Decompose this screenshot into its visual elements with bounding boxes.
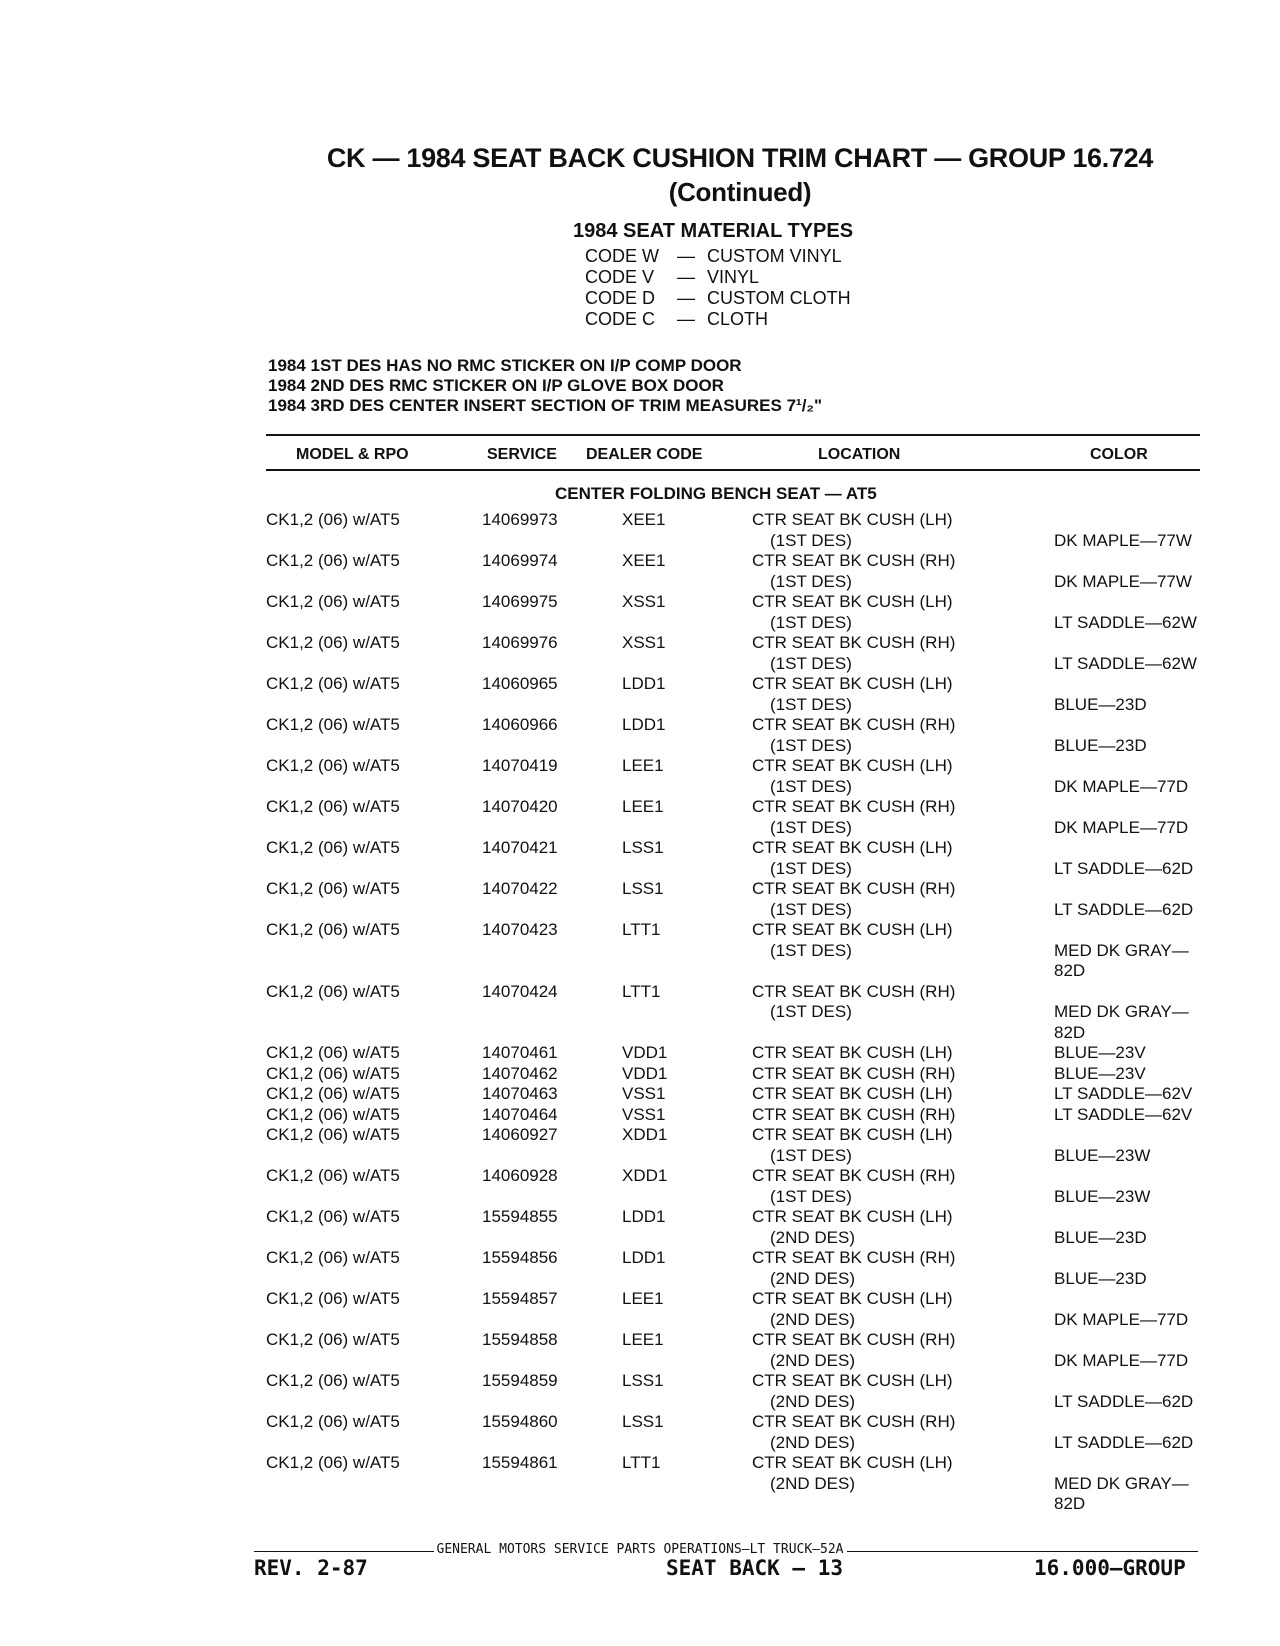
model-rpo-cell: CK1,2 (06) w/AT5 xyxy=(266,879,400,898)
design-line: (1ST DES) xyxy=(770,1186,852,1206)
service-number-cell: 14069974 xyxy=(482,551,558,570)
model-rpo-cell: CK1,2 (06) w/AT5 xyxy=(266,715,400,734)
design-line: (1ST DES) xyxy=(770,858,852,878)
model-rpo-cell: CK1,2 (06) w/AT5 xyxy=(266,920,400,939)
table-row xyxy=(266,1105,1226,1126)
color-spacer xyxy=(1054,756,1226,777)
table-row xyxy=(266,1064,1226,1085)
model-rpo-cell: CK1,2 (06) w/AT5 xyxy=(266,797,400,816)
service-number-cell: 14070461 xyxy=(482,1043,558,1062)
color-line: BLUE—23W xyxy=(1054,1186,1151,1206)
location-line: CTR SEAT BK CUSH (RH) xyxy=(752,1063,956,1083)
location-line: CTR SEAT BK CUSH (RH) xyxy=(752,633,956,652)
service-number-cell: 14070424 xyxy=(482,981,558,1001)
model-rpo-cell: CK1,2 (06) w/AT5 xyxy=(266,510,400,529)
model-rpo-cell: CK1,2 (06) w/AT5 xyxy=(266,1453,400,1472)
location-cell xyxy=(752,879,1054,920)
table-row xyxy=(266,1371,1226,1412)
table-row xyxy=(266,1453,1226,1515)
service-number-cell: 14070421 xyxy=(482,838,558,857)
model-rpo-cell: CK1,2 (06) w/AT5 xyxy=(266,1166,400,1185)
table-row xyxy=(266,982,1226,1044)
design-note: 1984 3RD DES CENTER INSERT SECTION OF TRIM MEASURES 7¹/₂" xyxy=(268,396,823,415)
table-row xyxy=(266,674,1226,715)
location-cell xyxy=(752,1084,1054,1105)
table-top-rule xyxy=(266,434,1200,436)
color-spacer xyxy=(1054,633,1226,654)
model-rpo-cell: CK1,2 (06) w/AT5 xyxy=(266,1207,400,1226)
design-line: (1ST DES) xyxy=(770,1145,852,1165)
column-header-service: SERVICE xyxy=(487,446,557,463)
service-number-cell: 14069976 xyxy=(482,633,558,652)
location-cell xyxy=(752,1371,1054,1412)
model-rpo-cell: CK1,2 (06) w/AT5 xyxy=(266,592,400,611)
design-line: (1ST DES) xyxy=(770,776,852,796)
location-cell xyxy=(752,797,1054,838)
model-rpo-cell: CK1,2 (06) w/AT5 xyxy=(266,1063,400,1083)
design-line: (1ST DES) xyxy=(770,940,852,960)
material-name: CLOTH xyxy=(707,309,769,329)
footer-page: SEAT BACK — 13 xyxy=(666,1556,844,1580)
color-line: BLUE—23V xyxy=(1054,1063,1146,1083)
location-line: CTR SEAT BK CUSH (LH) xyxy=(752,1453,953,1472)
color-line: BLUE—23W xyxy=(1054,1145,1151,1165)
dealer-code-cell: LDD1 xyxy=(622,674,666,693)
location-line: CTR SEAT BK CUSH (LH) xyxy=(752,756,953,775)
service-number-cell: 14070462 xyxy=(482,1063,558,1083)
color-cell xyxy=(1054,1084,1226,1105)
dealer-code-cell: LEE1 xyxy=(622,797,664,816)
material-name: CUSTOM VINYL xyxy=(707,246,842,266)
location-line: CTR SEAT BK CUSH (RH) xyxy=(752,1412,956,1431)
color-line: LT SADDLE—62V xyxy=(1054,1084,1193,1103)
color-line-continued: 82D xyxy=(1054,961,1086,980)
color-line: LT SADDLE—62D xyxy=(1054,858,1194,878)
material-code-row xyxy=(585,309,853,330)
design-line: (2ND DES) xyxy=(770,1268,856,1288)
material-dash: — xyxy=(677,288,695,308)
location-cell xyxy=(752,982,1054,1044)
color-line: LT SADDLE—62D xyxy=(1054,1391,1194,1411)
color-line: LT SADDLE—62D xyxy=(1054,1432,1194,1452)
color-spacer xyxy=(1054,674,1226,695)
service-number-cell: 14070419 xyxy=(482,756,558,775)
dealer-code-cell: LEE1 xyxy=(622,1330,664,1349)
table-row xyxy=(266,1166,1226,1207)
service-number-cell: 15594855 xyxy=(482,1207,558,1226)
color-cell xyxy=(1054,879,1226,920)
table-header-rule xyxy=(266,469,1200,471)
design-line: (2ND DES) xyxy=(770,1473,856,1493)
location-line: CTR SEAT BK CUSH (LH) xyxy=(752,838,953,857)
footer-revision: REV. 2-87 xyxy=(254,1556,368,1580)
dealer-code-cell: VSS1 xyxy=(622,1084,666,1103)
color-line: BLUE—23D xyxy=(1054,1268,1147,1288)
color-spacer xyxy=(1054,1371,1226,1392)
color-spacer xyxy=(1054,838,1226,859)
footer-publisher-text: GENERAL MOTORS SERVICE PARTS OPERATIONS—LT TRUCK—52A xyxy=(434,1542,847,1557)
table-row xyxy=(266,592,1226,633)
color-spacer xyxy=(1054,1125,1226,1146)
material-dash: — xyxy=(677,267,695,287)
color-spacer xyxy=(1054,1248,1226,1269)
table-row xyxy=(266,1043,1226,1064)
model-rpo-cell: CK1,2 (06) w/AT5 xyxy=(266,1043,400,1062)
model-rpo-cell: CK1,2 (06) w/AT5 xyxy=(266,1289,400,1308)
color-spacer xyxy=(1054,1166,1226,1187)
service-number-cell: 14069973 xyxy=(482,510,558,529)
color-spacer xyxy=(1054,715,1226,736)
color-cell xyxy=(1054,1207,1226,1248)
dealer-code-cell: XDD1 xyxy=(622,1125,668,1144)
color-line-continued: 82D xyxy=(1054,1494,1086,1513)
table-row xyxy=(266,633,1226,674)
service-number-cell: 15594857 xyxy=(482,1289,558,1308)
location-cell xyxy=(752,1125,1054,1166)
service-number-cell: 14060927 xyxy=(482,1125,558,1144)
location-line: CTR SEAT BK CUSH (RH) xyxy=(752,879,956,898)
table-row xyxy=(266,1248,1226,1289)
color-cell xyxy=(1054,1105,1226,1126)
dealer-code-cell: LSS1 xyxy=(622,879,664,898)
design-line: (2ND DES) xyxy=(770,1309,856,1329)
location-cell xyxy=(752,1043,1054,1064)
table-row xyxy=(266,551,1226,592)
design-line: (1ST DES) xyxy=(770,899,852,919)
location-line: CTR SEAT BK CUSH (LH) xyxy=(752,1125,953,1144)
table-row xyxy=(266,1330,1226,1371)
color-line: BLUE—23D xyxy=(1054,1227,1147,1247)
service-number-cell: 15594861 xyxy=(482,1453,558,1472)
service-number-cell: 14069975 xyxy=(482,592,558,611)
table-row xyxy=(266,1412,1226,1453)
color-cell xyxy=(1054,551,1226,592)
section-title: CENTER FOLDING BENCH SEAT — AT5 xyxy=(555,484,877,503)
title-line: CK — 1984 SEAT BACK CUSHION TRIM CHART — GROUP 16.724 xyxy=(326,143,1154,173)
dealer-code-cell: XDD1 xyxy=(622,1166,668,1185)
color-line: BLUE—23D xyxy=(1054,735,1147,755)
location-cell xyxy=(752,1248,1054,1289)
location-cell xyxy=(752,838,1054,879)
location-line: CTR SEAT BK CUSH (LH) xyxy=(752,674,953,693)
color-line: BLUE—23D xyxy=(1054,694,1147,714)
design-notes xyxy=(268,356,822,416)
table-row xyxy=(266,797,1226,838)
color-cell xyxy=(1054,1330,1226,1371)
color-line-continued: 82D xyxy=(1054,1022,1086,1042)
service-number-cell: 14070420 xyxy=(482,797,558,816)
dealer-code-cell: LTT1 xyxy=(622,1453,661,1472)
color-line: BLUE—23V xyxy=(1054,1043,1146,1062)
design-line: (2ND DES) xyxy=(770,1432,856,1452)
model-rpo-cell: CK1,2 (06) w/AT5 xyxy=(266,1412,400,1431)
model-rpo-cell: CK1,2 (06) w/AT5 xyxy=(266,1125,400,1144)
service-number-cell: 14070463 xyxy=(482,1084,558,1103)
dealer-code-cell: LTT1 xyxy=(622,981,661,1001)
location-line: CTR SEAT BK CUSH (RH) xyxy=(752,1330,956,1349)
location-cell xyxy=(752,1166,1054,1207)
color-cell xyxy=(1054,715,1226,756)
column-header-model: MODEL & RPO xyxy=(296,446,409,463)
footer-publisher xyxy=(0,1542,1280,1557)
location-line: CTR SEAT BK CUSH (LH) xyxy=(752,510,953,529)
table-row xyxy=(266,1207,1226,1248)
color-cell xyxy=(1054,510,1226,551)
design-line: (1ST DES) xyxy=(770,571,852,591)
table-row xyxy=(266,510,1226,551)
design-line: (1ST DES) xyxy=(770,530,852,550)
color-spacer xyxy=(1054,879,1226,900)
location-cell xyxy=(752,1289,1054,1330)
color-cell xyxy=(1054,633,1226,674)
design-note: 1984 1ST DES HAS NO RMC STICKER ON I/P COMP DOOR xyxy=(268,356,742,375)
location-line: CTR SEAT BK CUSH (LH) xyxy=(752,592,953,611)
color-line: LT SADDLE—62W xyxy=(1054,653,1197,673)
model-rpo-cell: CK1,2 (06) w/AT5 xyxy=(266,1248,400,1267)
dealer-code-cell: XEE1 xyxy=(622,510,666,529)
color-cell xyxy=(1054,1125,1226,1166)
color-spacer xyxy=(1054,920,1226,941)
service-number-cell: 15594856 xyxy=(482,1248,558,1267)
material-dash: — xyxy=(677,246,695,266)
color-cell xyxy=(1054,838,1226,879)
color-line: DK MAPLE—77D xyxy=(1054,1309,1189,1329)
color-cell xyxy=(1054,1453,1226,1515)
location-cell xyxy=(752,551,1054,592)
table-row xyxy=(266,1125,1226,1166)
color-line: DK MAPLE—77D xyxy=(1054,1350,1189,1370)
color-line: DK MAPLE—77W xyxy=(1054,530,1192,550)
table-row xyxy=(266,920,1226,982)
material-dash: — xyxy=(677,309,695,329)
service-number-cell: 14060966 xyxy=(482,715,558,734)
service-number-cell: 14070464 xyxy=(482,1104,558,1124)
service-number-cell: 15594858 xyxy=(482,1330,558,1349)
location-line: CTR SEAT BK CUSH (RH) xyxy=(752,797,956,816)
design-line: (1ST DES) xyxy=(770,694,852,714)
material-code: CODE D xyxy=(585,288,656,308)
design-line: (1ST DES) xyxy=(770,817,852,837)
location-line: CTR SEAT BK CUSH (RH) xyxy=(752,551,956,570)
dealer-code-cell: XSS1 xyxy=(622,633,666,652)
location-cell xyxy=(752,920,1054,982)
material-types xyxy=(573,220,854,330)
model-rpo-cell: CK1,2 (06) w/AT5 xyxy=(266,1371,400,1390)
color-cell xyxy=(1054,756,1226,797)
service-number-cell: 14070422 xyxy=(482,879,558,898)
location-cell xyxy=(752,674,1054,715)
page-title xyxy=(270,141,1210,209)
material-code: CODE V xyxy=(585,267,655,287)
dealer-code-cell: LEE1 xyxy=(622,756,664,775)
table-row xyxy=(266,838,1226,879)
location-line: CTR SEAT BK CUSH (LH) xyxy=(752,920,953,939)
location-line: CTR SEAT BK CUSH (LH) xyxy=(752,1289,953,1308)
dealer-code-cell: VDD1 xyxy=(622,1043,668,1062)
color-spacer xyxy=(1054,1330,1226,1351)
service-number-cell: 14070423 xyxy=(482,920,558,939)
color-cell xyxy=(1054,1289,1226,1330)
color-spacer xyxy=(1054,982,1226,1003)
location-line: CTR SEAT BK CUSH (RH) xyxy=(752,1104,956,1124)
location-cell xyxy=(752,592,1054,633)
location-line: CTR SEAT BK CUSH (RH) xyxy=(752,1248,956,1267)
color-spacer xyxy=(1054,797,1226,818)
material-code-row xyxy=(585,246,853,267)
location-line: CTR SEAT BK CUSH (LH) xyxy=(752,1043,953,1062)
location-line: CTR SEAT BK CUSH (LH) xyxy=(752,1084,953,1103)
color-cell xyxy=(1054,920,1226,982)
dealer-code-cell: VDD1 xyxy=(622,1063,668,1083)
location-cell xyxy=(752,1207,1054,1248)
color-line: DK MAPLE—77D xyxy=(1054,776,1189,796)
model-rpo-cell: CK1,2 (06) w/AT5 xyxy=(266,838,400,857)
model-rpo-cell: CK1,2 (06) w/AT5 xyxy=(266,674,400,693)
design-line: (1ST DES) xyxy=(770,612,852,632)
color-line: LT SADDLE—62V xyxy=(1054,1104,1193,1124)
dealer-code-cell: XEE1 xyxy=(622,551,666,570)
dealer-code-cell: LSS1 xyxy=(622,1371,664,1390)
color-line: LT SADDLE—62W xyxy=(1054,612,1197,632)
color-spacer xyxy=(1054,1289,1226,1310)
material-code-row xyxy=(585,288,853,309)
dealer-code-cell: VSS1 xyxy=(622,1104,666,1124)
table-row xyxy=(266,715,1226,756)
table-row xyxy=(266,756,1226,797)
color-spacer xyxy=(1054,1453,1226,1474)
material-name: CUSTOM CLOTH xyxy=(707,288,851,308)
color-line: DK MAPLE—77W xyxy=(1054,571,1192,591)
color-cell xyxy=(1054,1371,1226,1412)
service-number-cell: 14060928 xyxy=(482,1166,558,1185)
model-rpo-cell: CK1,2 (06) w/AT5 xyxy=(266,633,400,652)
location-cell xyxy=(752,715,1054,756)
design-line: (1ST DES) xyxy=(770,1002,852,1021)
dealer-code-cell: LDD1 xyxy=(622,1248,666,1267)
color-spacer xyxy=(1054,1412,1226,1433)
color-cell xyxy=(1054,1412,1226,1453)
material-code: CODE W xyxy=(585,246,659,266)
color-spacer xyxy=(1054,592,1226,613)
model-rpo-cell: CK1,2 (06) w/AT5 xyxy=(266,756,400,775)
service-number-cell: 15594859 xyxy=(482,1371,558,1390)
column-header-color: COLOR xyxy=(1090,446,1148,463)
color-line: LT SADDLE—62D xyxy=(1054,899,1194,919)
location-line: CTR SEAT BK CUSH (RH) xyxy=(752,981,956,1001)
color-cell xyxy=(1054,592,1226,633)
dealer-code-cell: LDD1 xyxy=(622,715,666,734)
location-line: CTR SEAT BK CUSH (RH) xyxy=(752,715,956,734)
design-line: (2ND DES) xyxy=(770,1350,856,1370)
dealer-code-cell: LSS1 xyxy=(622,838,664,857)
dealer-code-cell: LDD1 xyxy=(622,1207,666,1226)
model-rpo-cell: CK1,2 (06) w/AT5 xyxy=(266,981,400,1001)
dealer-code-cell: LEE1 xyxy=(622,1289,664,1308)
column-header-dealer-code: DEALER CODE xyxy=(586,446,703,463)
table-row xyxy=(266,1084,1226,1105)
color-cell xyxy=(1054,797,1226,838)
table-row xyxy=(266,879,1226,920)
model-rpo-cell: CK1,2 (06) w/AT5 xyxy=(266,1330,400,1349)
color-cell xyxy=(1054,1043,1226,1064)
dealer-code-cell: LTT1 xyxy=(622,920,661,939)
column-header-location: LOCATION xyxy=(818,446,901,463)
trim-table xyxy=(266,510,1226,1515)
color-line: MED DK GRAY— xyxy=(1054,940,1189,960)
color-cell xyxy=(1054,1248,1226,1289)
subtitle-line: (Continued) xyxy=(668,177,812,207)
location-cell xyxy=(752,1412,1054,1453)
color-spacer xyxy=(1054,551,1226,572)
color-spacer xyxy=(1054,1207,1226,1228)
service-number-cell: 14060965 xyxy=(482,674,558,693)
design-line: (2ND DES) xyxy=(770,1391,856,1411)
location-line: CTR SEAT BK CUSH (RH) xyxy=(752,1166,956,1185)
model-rpo-cell: CK1,2 (06) w/AT5 xyxy=(266,1084,400,1103)
color-line: MED DK GRAY— xyxy=(1054,1002,1189,1021)
location-cell xyxy=(752,510,1054,551)
color-line: DK MAPLE—77D xyxy=(1054,817,1189,837)
color-cell xyxy=(1054,1064,1226,1085)
material-name: VINYL xyxy=(707,267,760,287)
color-cell xyxy=(1054,674,1226,715)
design-line: (1ST DES) xyxy=(770,653,852,673)
location-cell xyxy=(752,1064,1054,1085)
footer-group: 16.000—GROUP xyxy=(1034,1556,1186,1580)
material-types-heading: 1984 SEAT MATERIAL TYPES xyxy=(573,220,854,242)
design-note: 1984 2ND DES RMC STICKER ON I/P GLOVE BOX DOOR xyxy=(268,376,724,395)
material-code-row xyxy=(585,267,853,288)
table-row xyxy=(266,1289,1226,1330)
color-spacer xyxy=(1054,510,1226,531)
color-line: MED DK GRAY— xyxy=(1054,1473,1189,1493)
material-code: CODE C xyxy=(585,309,656,329)
design-line: (1ST DES) xyxy=(770,735,852,755)
color-cell xyxy=(1054,1166,1226,1207)
location-cell xyxy=(752,633,1054,674)
location-cell xyxy=(752,756,1054,797)
model-rpo-cell: CK1,2 (06) w/AT5 xyxy=(266,551,400,570)
location-line: CTR SEAT BK CUSH (LH) xyxy=(752,1207,953,1226)
location-cell xyxy=(752,1330,1054,1371)
color-cell xyxy=(1054,982,1226,1044)
design-line: (2ND DES) xyxy=(770,1227,856,1247)
location-line: CTR SEAT BK CUSH (LH) xyxy=(752,1371,953,1390)
dealer-code-cell: LSS1 xyxy=(622,1412,664,1431)
service-number-cell: 15594860 xyxy=(482,1412,558,1431)
location-cell xyxy=(752,1453,1054,1515)
model-rpo-cell: CK1,2 (06) w/AT5 xyxy=(266,1104,400,1124)
location-cell xyxy=(752,1105,1054,1126)
dealer-code-cell: XSS1 xyxy=(622,592,666,611)
